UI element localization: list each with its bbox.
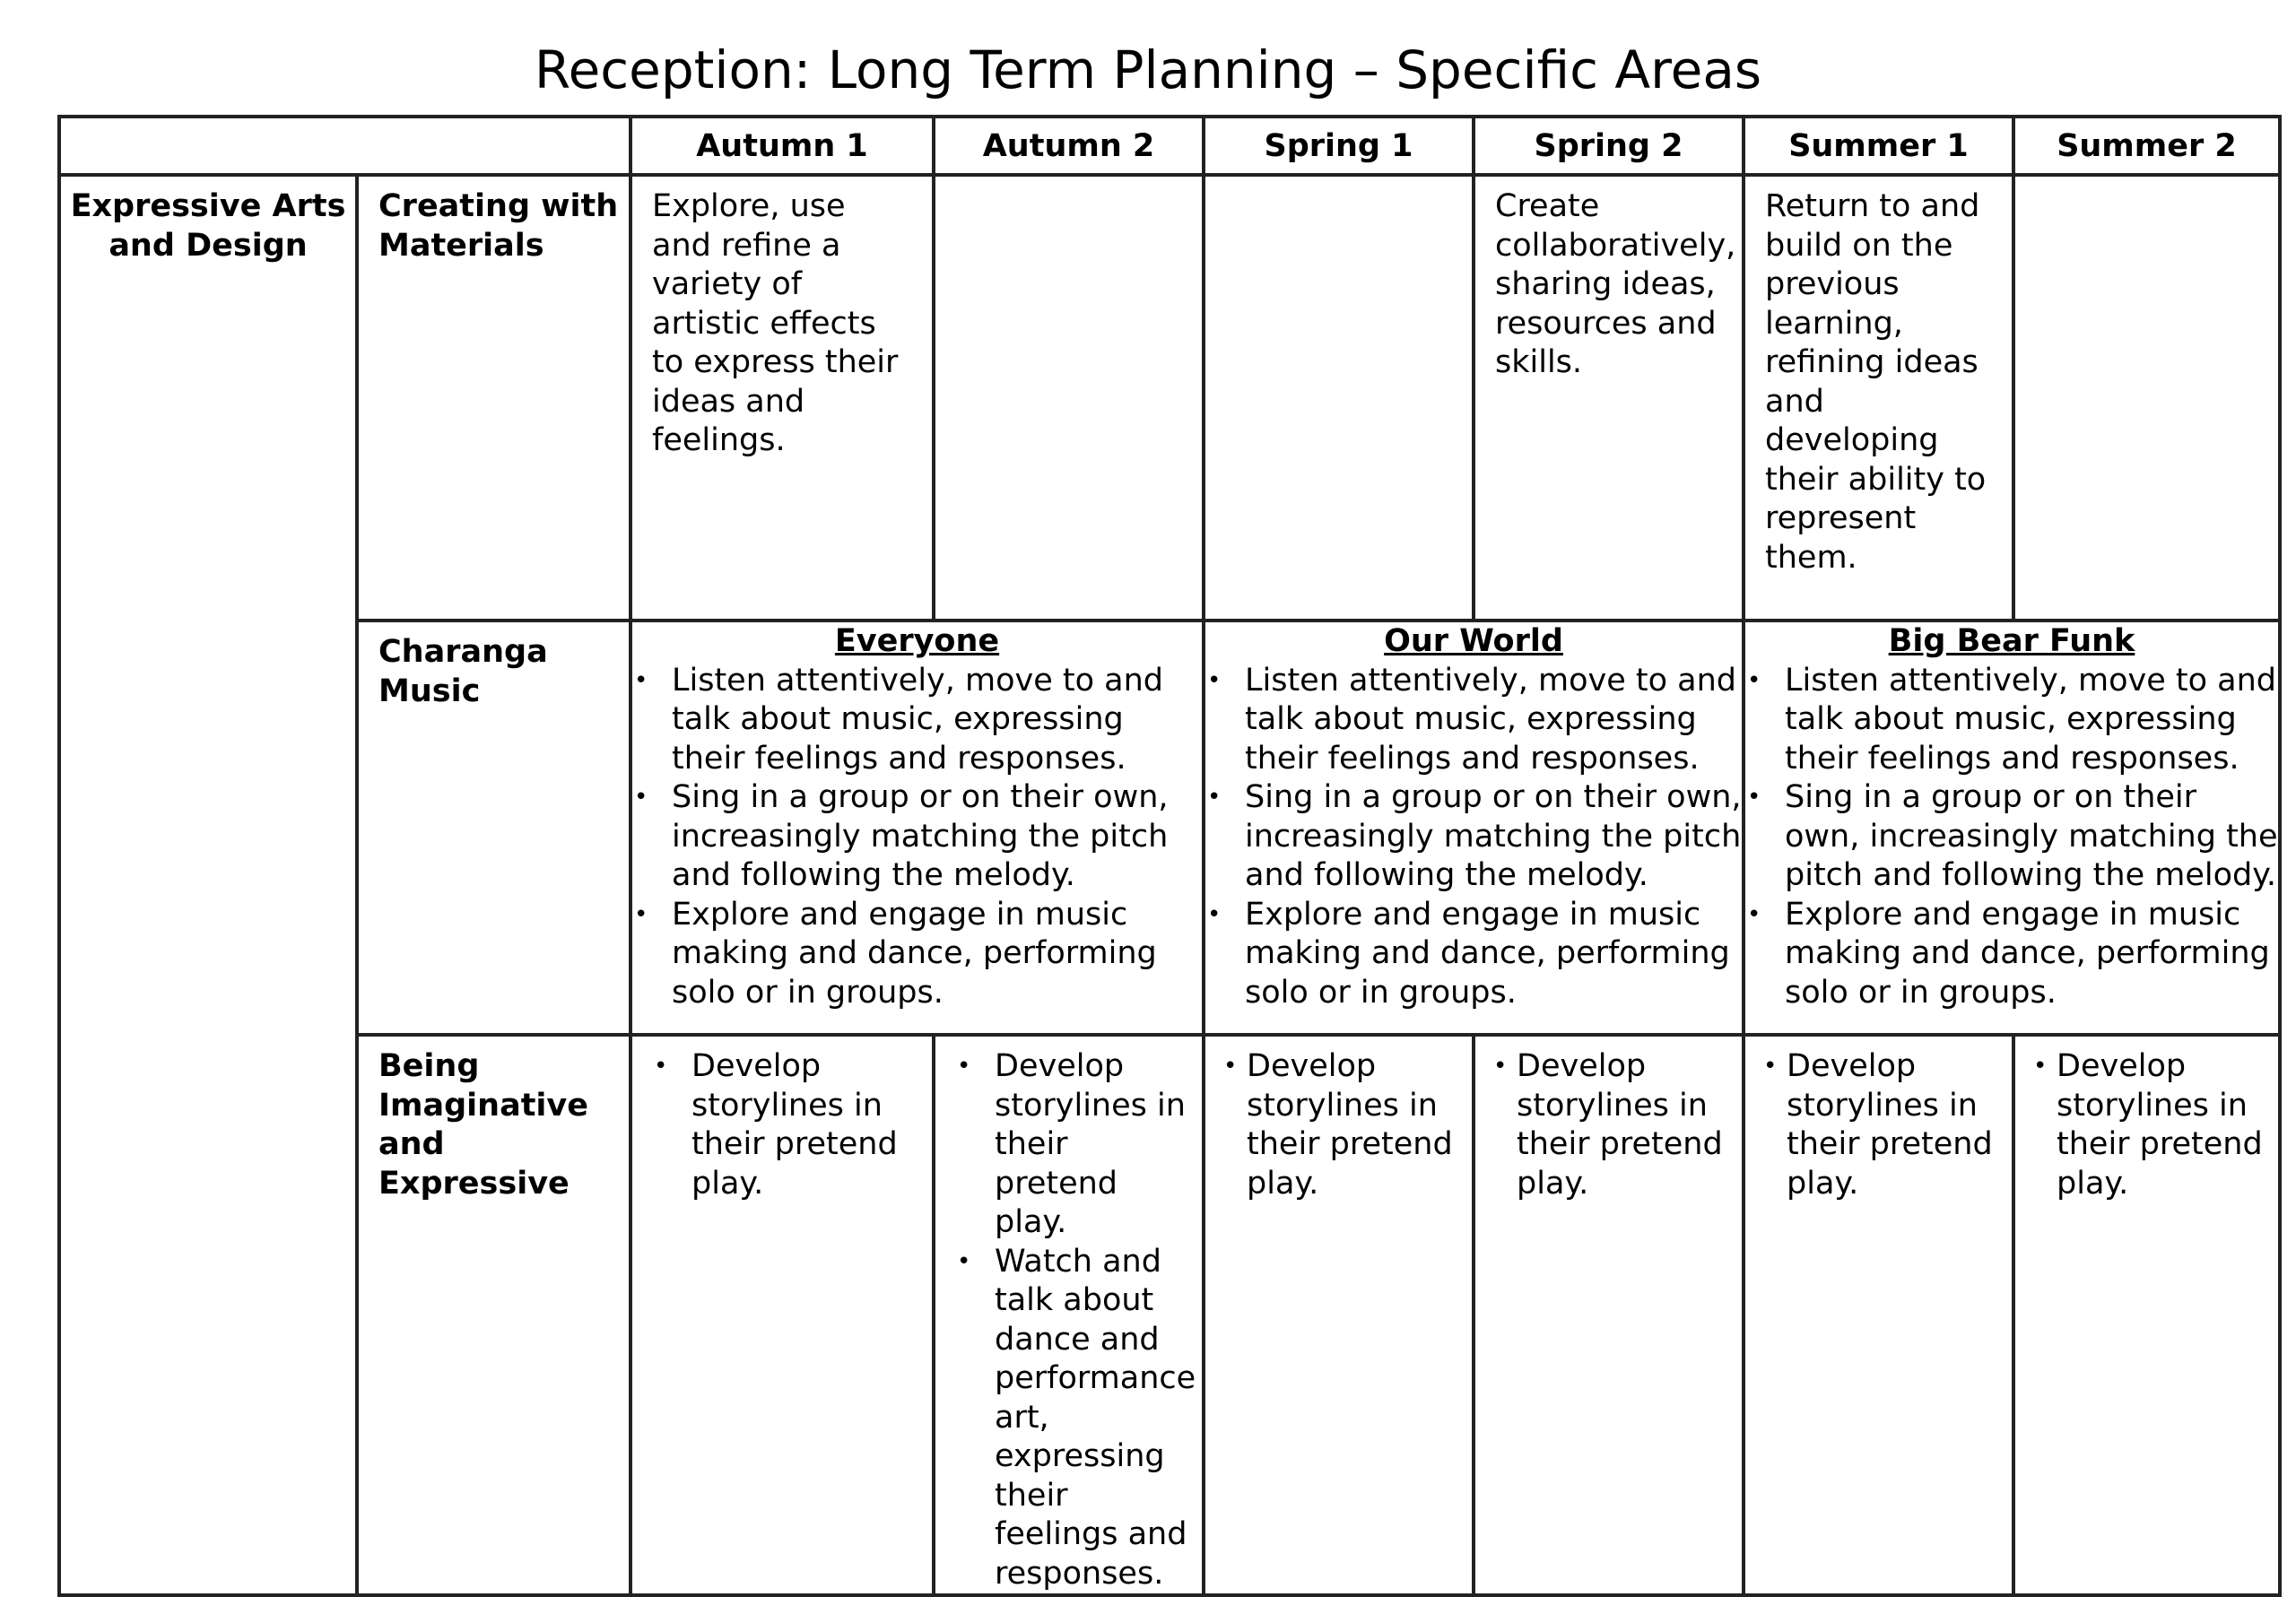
list-item: • Develop storylines in their pretend play.	[1763, 1047, 2003, 1203]
list-item: • Explore and engage in music making and dance, performing solo or in groups.	[1205, 896, 1742, 1013]
music-unit-spring	[1204, 621, 1744, 1035]
area-cell	[59, 175, 357, 1595]
aspect-label-music: Charanga Music	[378, 634, 548, 709]
list-item: • Sing in a group or on their own, increasingly matching the pitch and following the melody.	[632, 778, 1202, 896]
imaginative-autumn-1-content	[632, 1037, 932, 1203]
creating-spring-1-text	[1205, 177, 1472, 187]
header-spring-2: Spring 2	[1474, 117, 1744, 175]
list-item: • Develop storylines in their pretend play.	[1493, 1047, 1733, 1203]
aspect-label-creating: Creating with Materials	[378, 188, 619, 264]
area-label: Expressive Arts and Design	[70, 188, 346, 264]
header-autumn-1: Autumn 1	[631, 117, 934, 175]
imaginative-bullet-list	[1223, 1047, 1463, 1203]
header-summer-1: Summer 1	[1744, 117, 2013, 175]
creating-summer-1	[1744, 175, 2013, 621]
list-item: • Listen attentively, move to and talk about music, expressing their feelings and responses.	[1745, 662, 2278, 779]
header-row	[59, 117, 2280, 175]
creating-spring-2	[1474, 175, 1744, 621]
music-unit-title: Everyone	[834, 623, 1000, 659]
music-bullet-list	[1745, 662, 2278, 1013]
music-unit-autumn	[631, 621, 1204, 1035]
creating-autumn-2-text	[935, 177, 1202, 187]
list-item: • Develop storylines in their pretend play.	[955, 1047, 1191, 1243]
creating-autumn-1-text: Explore, use and refine a variety of artistic effects to express their ideas and feelings.	[652, 188, 899, 458]
page-title: Reception: Long Term Planning – Specific Areas	[534, 39, 1762, 100]
creating-spring-2-text: Create collaboratively, sharing ideas, resources and skills.	[1495, 188, 1736, 380]
aspect-label-imaginative: Being Imaginative and Expressive	[378, 1048, 588, 1202]
header-autumn-2: Autumn 2	[934, 117, 1204, 175]
list-item: • Listen attentively, move to and talk about music, expressing their feelings and responses.	[632, 662, 1202, 779]
list-item: • Sing in a group or on their own, increasingly matching the pitch and following the melody.	[1745, 778, 2278, 896]
imaginative-bullet-list	[652, 1047, 919, 1203]
imaginative-spring-1	[1204, 1035, 1474, 1595]
creating-summer-2-text	[2015, 177, 2278, 187]
imaginative-bullet-list	[955, 1047, 1196, 1593]
row-being-imaginative	[59, 1035, 2280, 1595]
header-blank-cell	[59, 117, 631, 175]
header-spring-1: Spring 1	[1204, 117, 1474, 175]
creating-summer-1-text: Return to and build on the previous learning, refining ideas and developing their ability to represent them.	[1765, 188, 1987, 576]
imaginative-spring-1-content	[1205, 1037, 1472, 1203]
imaginative-summer-1	[1744, 1035, 2013, 1595]
creating-summer-2	[2013, 175, 2280, 621]
creating-spring-1	[1204, 175, 1474, 621]
planning-table	[57, 115, 2282, 1597]
music-unit-title: Big Bear Funk	[1888, 623, 2135, 659]
header-summer-2: Summer 2	[2013, 117, 2280, 175]
music-bullet-list	[632, 662, 1202, 1013]
imaginative-summer-1-content	[1745, 1037, 2012, 1203]
list-item: • Sing in a group or on their own, increasingly matching the pitch and following the melody.	[1205, 778, 1742, 896]
imaginative-bullet-list	[2033, 1047, 2269, 1203]
aspect-music-cell	[357, 621, 631, 1035]
imaginative-spring-2-content	[1475, 1037, 1742, 1203]
imaginative-autumn-1	[631, 1035, 934, 1595]
music-unit-title: Our World	[1384, 623, 1563, 659]
imaginative-autumn-2	[934, 1035, 1204, 1595]
row-creating-with-materials	[59, 175, 2280, 621]
row-charanga-music	[59, 621, 2280, 1035]
aspect-creating-cell	[357, 175, 631, 621]
imaginative-summer-2-content	[2015, 1037, 2278, 1203]
creating-autumn-1	[631, 175, 934, 621]
music-unit-summer	[1744, 621, 2280, 1035]
list-item: • Listen attentively, move to and talk about music, expressing their feelings and responses.	[1205, 662, 1742, 779]
imaginative-autumn-2-content	[935, 1037, 1202, 1593]
list-item: • Explore and engage in music making and dance, performing solo or in groups.	[632, 896, 1202, 1013]
imaginative-summer-2	[2013, 1035, 2280, 1595]
list-item: • Develop storylines in their pretend play.	[652, 1047, 919, 1203]
list-item: • Develop storylines in their pretend play.	[1223, 1047, 1463, 1203]
imaginative-spring-2	[1474, 1035, 1744, 1595]
aspect-imaginative-cell	[357, 1035, 631, 1595]
creating-autumn-2	[934, 175, 1204, 621]
list-item: • Watch and talk about dance and performance art, expressing their feelings and responses.	[955, 1243, 1191, 1594]
imaginative-bullet-list	[1493, 1047, 1733, 1203]
list-item: • Develop storylines in their pretend play.	[2033, 1047, 2269, 1203]
list-item: • Explore and engage in music making and dance, performing solo or in groups.	[1745, 896, 2278, 1013]
music-bullet-list	[1205, 662, 1742, 1013]
imaginative-bullet-list	[1763, 1047, 2003, 1203]
